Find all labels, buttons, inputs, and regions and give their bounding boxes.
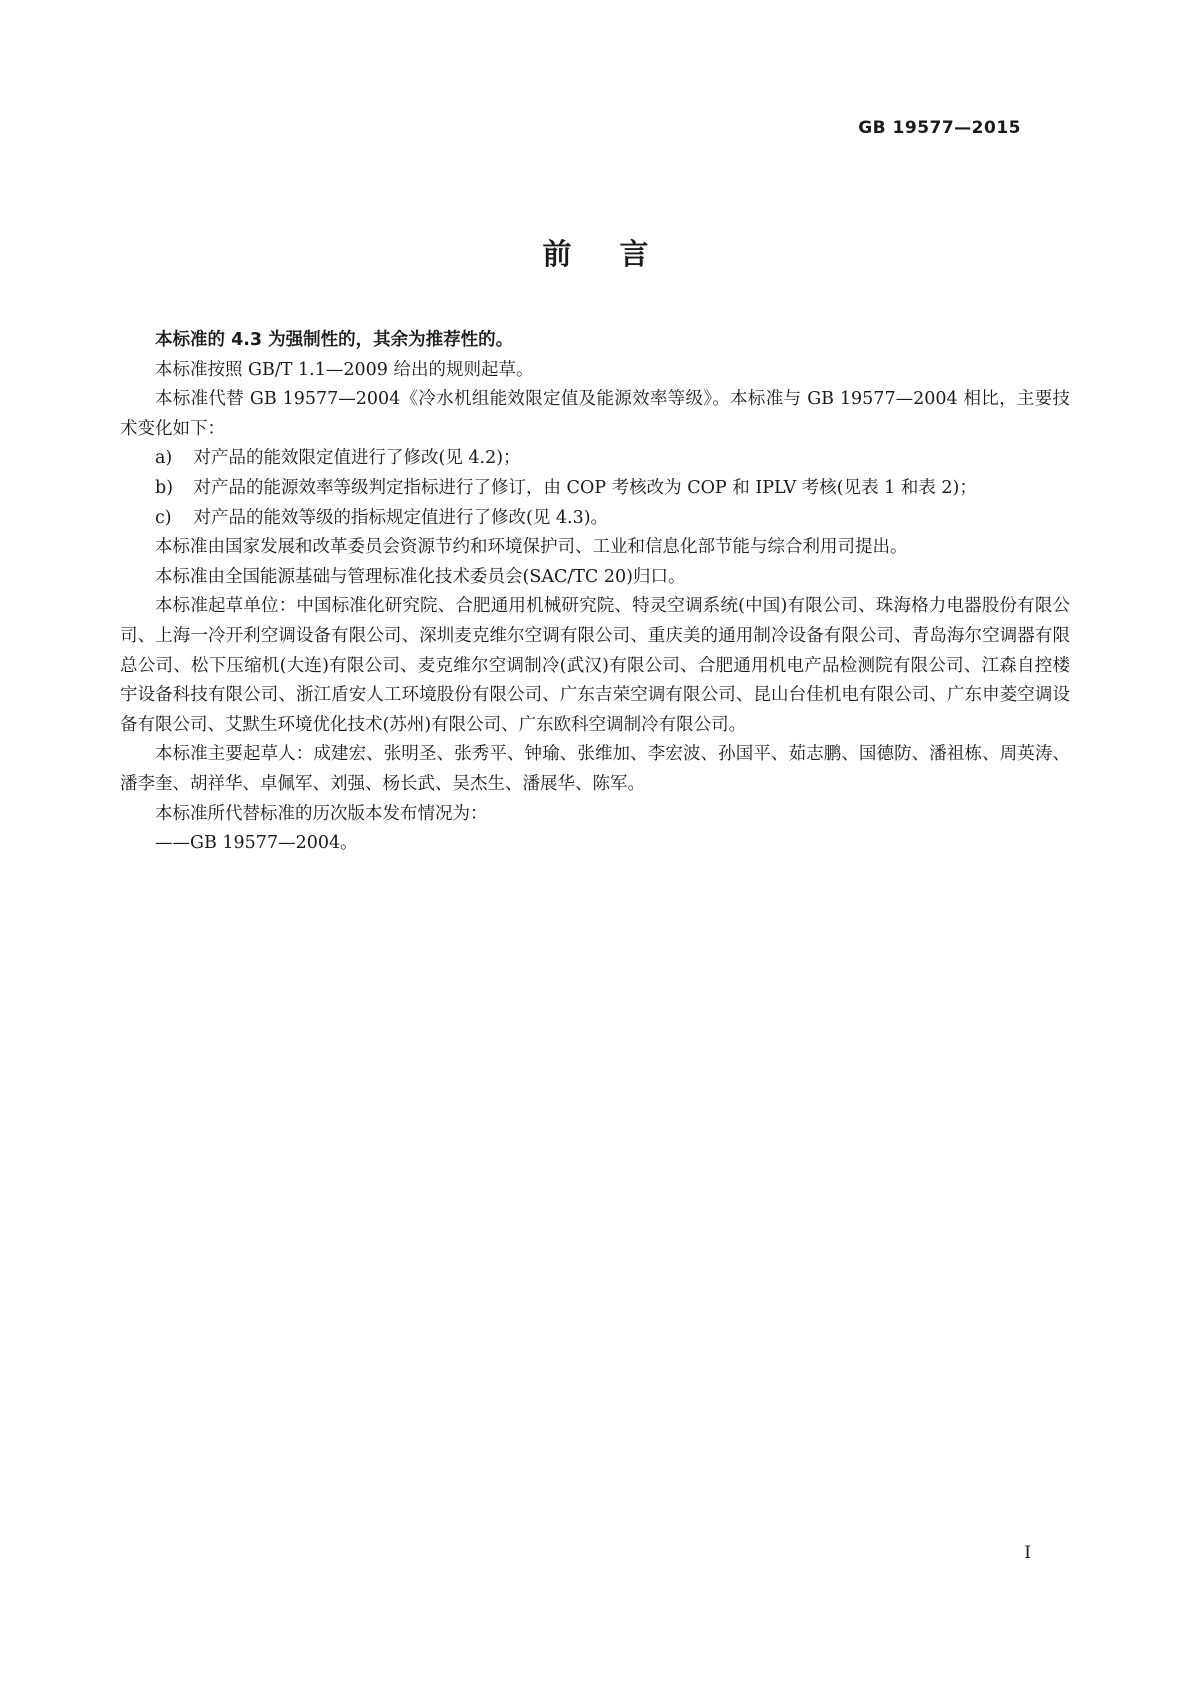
proposer-paragraph: 本标准由国家发展和改革委员会资源节约和环境保护司、工业和信息化部节能与综合利用司提出。 [155,537,908,558]
history-item: ——GB 19577—2004。 [155,833,358,854]
mandatory-statement: 本标准的 4.3 为强制性的，其余为推荐性的。 [155,330,514,350]
change-item-a [155,444,1070,474]
list-label: b) [155,477,174,498]
page-title: 前言 [542,237,697,271]
history-intro-paragraph: 本标准所代替标准的历次版本发布情况为： [155,803,488,824]
standard-number: GB 19577—2015 [858,118,1021,138]
drafters-paragraph: 本标准主要起草人：成建宏、张明圣、张秀平、钟瑜、张维加、李宏波、孙国平、茹志鹏、国德防、潘祖栋、周英涛、潘李奎、胡祥华、卓佩军、刘强、杨长武、吴杰生、潘展华、陈军。 [120,744,1070,794]
list-text: 对产品的能效限定值进行了修改(见 4.2)； [193,448,521,469]
list-text: 对产品的能效等级的指标规定值进行了修改(见 4.3)。 [193,507,609,528]
committee-paragraph: 本标准由全国能源基础与管理标准化技术委员会(SAC/TC 20)归口。 [155,566,686,587]
list-label: c) [155,507,172,528]
foreword-body [120,326,1070,859]
change-item-b [155,474,1070,504]
list-label: a) [155,448,173,469]
drafting-units-paragraph: 本标准起草单位：中国标准化研究院、合肥通用机械研究院、特灵空调系统(中国)有限公司、珠海格力电器股份有限公司、上海一冷开利空调设备有限公司、深圳麦克维尔空调有限公司、重庆美的通用制冷设备有限公司、青岛海尔空调器有限总公司、松下压缩机(大连)有限公司、麦克维尔空调制冷(武汉)有限公司、合肥通用机电产品检测院有限公司、江森自控楼宇设备科技有限公司、浙江盾安人工环境股份有限公司、广东吉荣空调有限公司、昆山台佳机电有限公司、广东申菱空调设备有限公司、艾默生环境优化技术(苏州)有限公司、广东欧科空调制冷有限公司。 [120,596,1070,735]
change-item-c [155,504,1070,534]
drafting-rules-paragraph: 本标准按照 GB/T 1.1—2009 给出的规则起草。 [155,359,534,380]
replacement-paragraph: 本标准代替 GB 19577—2004《冷水机组能效限定值及能源效率等级》。本标准与 GB 19577—2004 相比，主要技术变化如下： [120,389,1070,439]
page-number: I [1024,1543,1031,1563]
list-text: 对产品的能源效率等级判定指标进行了修订，由 COP 考核改为 COP 和 IPLV 考核(见表 1 和表 2)； [193,477,977,498]
